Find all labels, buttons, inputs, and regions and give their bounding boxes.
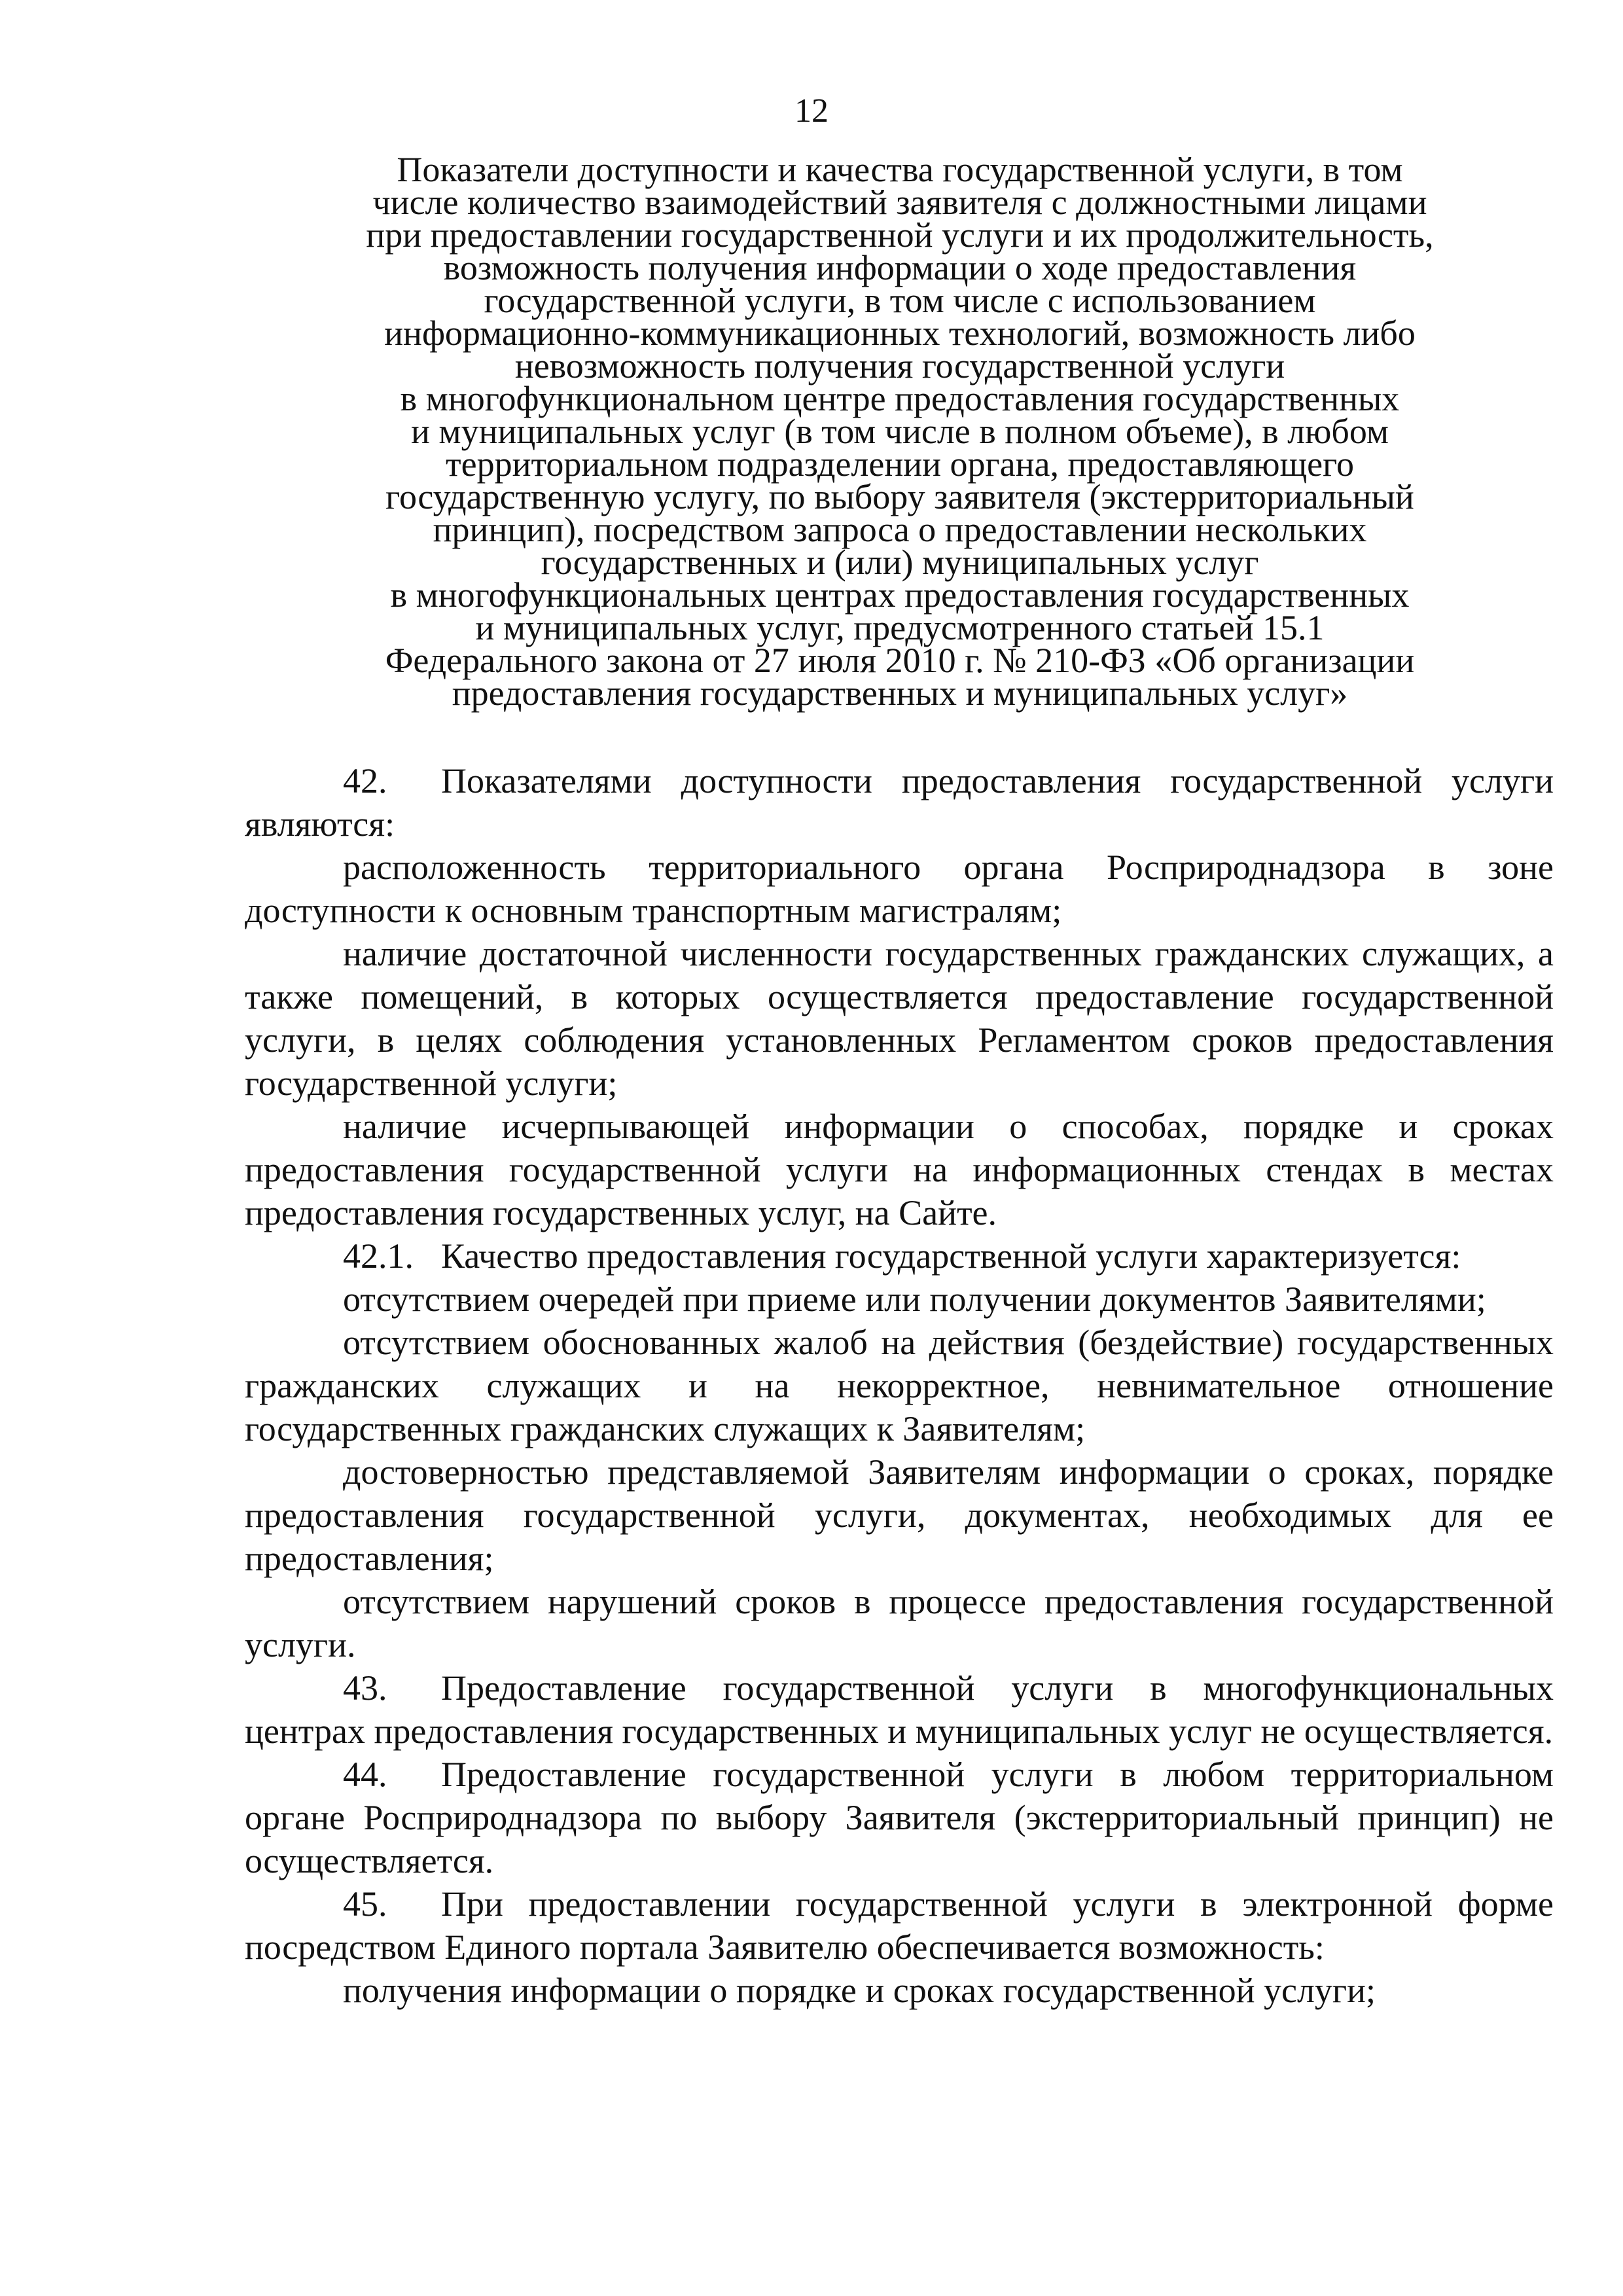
heading-line: и муниципальных услуг (в том числе в полном объеме), в любом xyxy=(411,412,1389,451)
heading-line: государственной услуги, в том числе с использованием xyxy=(484,281,1316,320)
heading-line: возможность получения информации о ходе предоставления xyxy=(443,248,1357,287)
paragraph-text: наличие исчерпывающей информации о способах, порядке и сроках предоставления государственной услуги на информационных стендах в местах предоставления государственных услуг, на Сайте. xyxy=(245,1107,1554,1232)
page-number: 12 xyxy=(794,92,829,130)
heading-line: информационно-коммуникационных технологий, возможность либо xyxy=(384,314,1416,353)
heading-line: государственную услугу, по выбору заявителя (экстерриториальный xyxy=(385,477,1414,516)
paragraph-number: 45. xyxy=(343,1884,387,1924)
heading-line: и муниципальных услуг, предусмотренного статьей 15.1 xyxy=(475,608,1325,647)
paragraph xyxy=(245,1105,1554,1234)
paragraph-45 xyxy=(245,1882,1554,1969)
heading-line: при предоставлении государственной услуги и их продолжительность, xyxy=(366,215,1434,255)
paragraph-42 xyxy=(245,759,1554,846)
paragraph xyxy=(245,846,1554,932)
heading-line: в многофункциональном центре предоставления государственных xyxy=(400,379,1400,418)
paragraph-text: наличие достаточной численности государственных гражданских служащих, а также помещений, в которых осуществляется предоставление государственной услуги, в целях соблюдения установленных Регламентом сроков предоставления государственной услуги; xyxy=(245,934,1554,1103)
paragraph-text: отсутствием нарушений сроков в процессе предоставления государственной услуги. xyxy=(245,1582,1554,1664)
paragraph xyxy=(245,1969,1554,2012)
paragraph-text: достоверностью представляемой Заявителям информации о сроках, порядке предоставления государственной услуги, документах, необходимых для ее предоставления; xyxy=(245,1452,1554,1578)
paragraph-text: Предоставление государственной услуги в многофункциональных центрах предоставления государственных и муниципальных услуг не осуществляется. xyxy=(245,1668,1554,1751)
paragraph-number: 43. xyxy=(343,1668,387,1708)
paragraph-text: получения информации о порядке и сроках государственной услуги; xyxy=(343,1971,1376,2010)
paragraph-text: отсутствием обоснованных жалоб на действия (бездействие) государственных гражданских служащих и на некорректное, невнимательное отношение государственных гражданских служащих к Заявителям; xyxy=(245,1323,1554,1448)
heading-line: числе количество взаимодействий заявителя с должностными лицами xyxy=(372,183,1427,222)
paragraph xyxy=(245,1580,1554,1666)
paragraph-text: отсутствием очередей при приеме или получении документов Заявителями; xyxy=(343,1280,1486,1319)
paragraph-44 xyxy=(245,1753,1554,1882)
heading-line: предоставления государственных и муниципальных услуг» xyxy=(452,673,1348,713)
paragraph-text: Предоставление государственной услуги в любом территориальном органе Росприроднадзора по выбору Заявителя (экстерриториальный принцип) не осуществляется. xyxy=(245,1755,1554,1880)
paragraph xyxy=(245,932,1554,1105)
heading-line: Федерального закона от 27 июля 2010 г. № 210-ФЗ «Об организации xyxy=(385,641,1415,680)
paragraph-42-1 xyxy=(245,1234,1554,1278)
heading-line: Показатели доступности и качества государственной услуги, в том xyxy=(397,150,1403,189)
paragraph-text: Показателями доступности предоставления государственной услуги являются: xyxy=(245,761,1554,844)
heading-line: принцип), посредством запроса о предоставлении нескольких xyxy=(433,510,1367,549)
heading-line: в многофункциональных центрах предоставления государственных xyxy=(390,575,1410,615)
paragraph-text: При предоставлении государственной услуги в электронной форме посредством Единого портала Заявителю обеспечивается возможность: xyxy=(245,1884,1554,1967)
paragraph-number: 42. xyxy=(343,761,387,800)
heading-line: территориальном подразделении органа, предоставляющего xyxy=(446,444,1354,484)
paragraph-43 xyxy=(245,1666,1554,1753)
section-heading xyxy=(288,150,1512,713)
heading-line: невозможность получения государственной услуги xyxy=(514,346,1285,386)
paragraph xyxy=(245,1321,1554,1450)
paragraph-text: Качество предоставления государственной услуги характеризуется: xyxy=(441,1236,1461,1276)
paragraph-number: 42.1. xyxy=(343,1236,414,1276)
paragraph-number: 44. xyxy=(343,1755,387,1794)
heading-line: государственных и (или) муниципальных услуг xyxy=(541,543,1259,582)
paragraph xyxy=(245,1278,1554,1321)
paragraph-text: расположенность территориального органа Росприроднадзора в зоне доступности к основным транспортным магистралям; xyxy=(245,848,1554,930)
paragraph xyxy=(245,1450,1554,1580)
document-body xyxy=(245,759,1554,2012)
